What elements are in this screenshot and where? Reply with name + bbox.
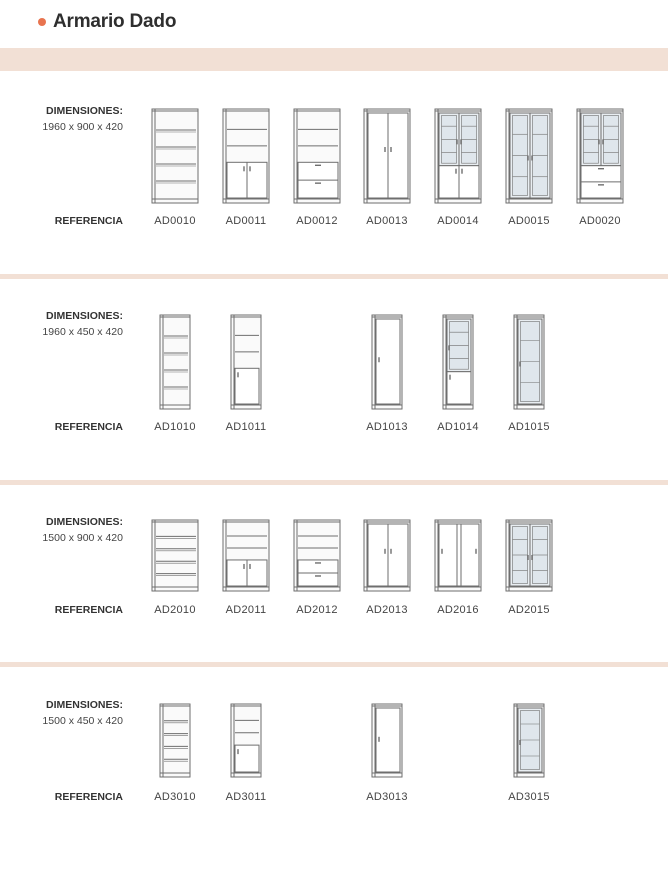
reference-code: AD0011	[225, 215, 267, 227]
cabinet-doors-icon	[357, 107, 417, 205]
cabinet-glass-doors-icon	[428, 313, 488, 411]
cabinet-doors-icon	[357, 313, 417, 411]
reference-code: AD0013	[366, 215, 408, 227]
reference-code: AD0010	[154, 215, 196, 227]
reference-code: AD0015	[508, 215, 550, 227]
reference-code: AD2012	[296, 604, 338, 616]
reference-label: REFERENCIA	[54, 791, 123, 803]
section-divider	[0, 274, 668, 279]
dimensions-label: DIMENSIONES:	[45, 516, 123, 528]
reference-code: AD2011	[225, 604, 267, 616]
reference-code: AD0012	[296, 215, 338, 227]
reference-code: AD2015	[508, 604, 550, 616]
cabinet-open-doors-icon	[216, 107, 276, 205]
reference-code: AD3013	[366, 791, 408, 803]
reference-code: AD2010	[154, 604, 196, 616]
header-band	[0, 48, 668, 71]
cabinet-open-doors-icon	[216, 313, 276, 411]
reference-code: AD2013	[366, 604, 408, 616]
dimensions-value: 1960 x 900 x 420	[42, 121, 123, 133]
section-divider	[0, 662, 668, 667]
cabinet-glass-doors-icon	[428, 107, 488, 205]
cabinet-glass-drawers-icon	[570, 107, 630, 205]
dimensions-label: DIMENSIONES:	[45, 105, 123, 117]
reference-label: REFERENCIA	[54, 604, 123, 616]
reference-code: AD0020	[579, 215, 621, 227]
cabinet-sliding-icon	[428, 518, 488, 593]
cabinet-glass-icon	[499, 518, 559, 593]
page-title	[38, 10, 176, 34]
reference-code: AD3010	[154, 791, 196, 803]
dimensions-value: 1500 x 900 x 420	[42, 532, 123, 544]
reference-code: AD3015	[508, 791, 550, 803]
dimensions-value: 1500 x 450 x 420	[42, 715, 123, 727]
bullet-dot-icon	[38, 18, 46, 26]
section-divider	[0, 480, 668, 485]
reference-code: AD0014	[437, 215, 479, 227]
reference-label: REFERENCIA	[54, 215, 123, 227]
reference-code: AD1010	[154, 421, 196, 433]
cabinet-glass-icon	[499, 107, 559, 205]
cabinet-open-drawers-icon	[287, 107, 347, 205]
cabinet-open-icon	[145, 702, 205, 779]
dimensions-label: DIMENSIONES:	[45, 310, 123, 322]
reference-code: AD2016	[437, 604, 479, 616]
reference-code: AD3011	[225, 791, 267, 803]
reference-code: AD1015	[508, 421, 550, 433]
cabinet-glass-icon	[499, 702, 559, 779]
dimensions-label: DIMENSIONES:	[45, 699, 123, 711]
reference-code: AD1011	[225, 421, 267, 433]
cabinet-doors-icon	[357, 702, 417, 779]
cabinet-open-doors-icon	[216, 518, 276, 593]
cabinet-open-drawers-icon	[287, 518, 347, 593]
page-title-text: Armario Dado	[53, 11, 177, 32]
cabinet-doors-icon	[357, 518, 417, 593]
cabinet-glass-icon	[499, 313, 559, 411]
cabinet-open-doors-icon	[216, 702, 276, 779]
cabinet-open-icon	[145, 518, 205, 593]
reference-code: AD1013	[366, 421, 408, 433]
reference-code: AD1014	[437, 421, 479, 433]
reference-label: REFERENCIA	[54, 421, 123, 433]
cabinet-open-icon	[145, 107, 205, 205]
cabinet-open-icon	[145, 313, 205, 411]
dimensions-value: 1960 x 450 x 420	[42, 326, 123, 338]
